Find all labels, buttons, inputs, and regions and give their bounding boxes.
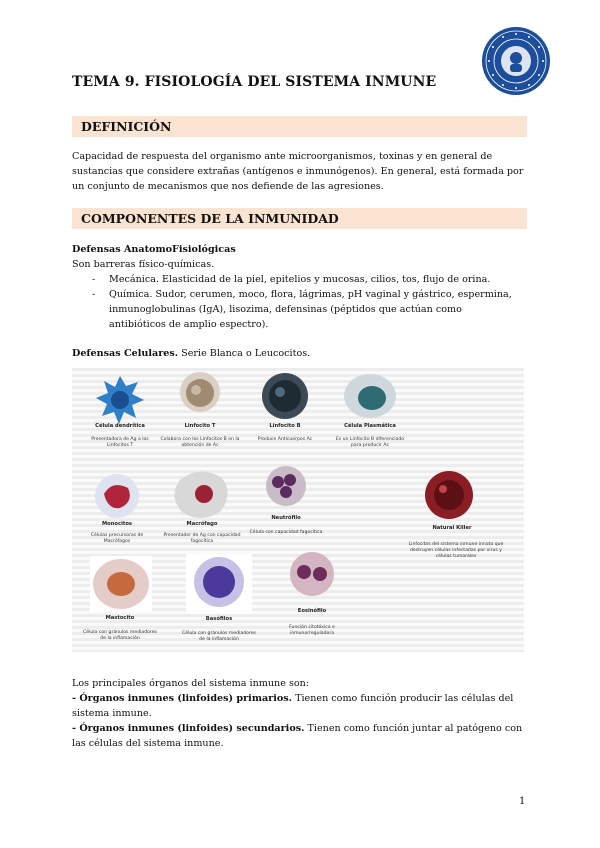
cell-description: Presentadora de Ag a los Linfocitos T bbox=[91, 437, 149, 448]
cell-label: Macrófago bbox=[186, 521, 218, 527]
organos-intro: Los principales órganos del sistema inmune son: bbox=[72, 678, 310, 689]
cell-description: Linfocitos del sistema inmune innato que destruyen células infectadas por virus y células tumorales bbox=[408, 542, 504, 559]
cell-description: Células precursoras de Macrófagos bbox=[90, 533, 144, 544]
cell-label: Célula Plasmática bbox=[344, 423, 396, 429]
eosinophil-image bbox=[290, 552, 334, 596]
b-lymphocyte-image bbox=[262, 373, 308, 419]
cell-label: Natural Killer bbox=[432, 525, 472, 531]
defensas-celulares-line bbox=[72, 346, 527, 361]
t-lymphocyte-image bbox=[180, 372, 220, 412]
cell-label: Célula dendrítica bbox=[95, 423, 145, 429]
mastocyte-image bbox=[90, 556, 152, 612]
organos-secundarios bbox=[72, 721, 527, 751]
cell-label: Linfocito T bbox=[184, 423, 216, 429]
section-title: DEFINICIÓN bbox=[81, 119, 172, 134]
cell-label: Monocitos bbox=[102, 521, 132, 527]
cell-description: Función citotóxica e inmunorreguladora bbox=[289, 625, 335, 636]
cell-description: Célula con capacidad fagocítica bbox=[249, 530, 323, 535]
cell-label: Eosinófilo bbox=[297, 608, 327, 614]
immune-cells-figure bbox=[72, 368, 524, 652]
cell-description: Célula con gránulos mediadores de la inflamación bbox=[182, 631, 256, 642]
basophil-image bbox=[186, 554, 252, 614]
monocyte-image bbox=[95, 474, 139, 518]
defensas-list bbox=[92, 272, 517, 332]
organos-primarios-text: Tienen como función producir las células del sistema inmune. bbox=[72, 693, 514, 719]
cell-description: Presentador de Ag con capacidad fagocítica bbox=[163, 533, 241, 544]
dendritic-cell-image bbox=[96, 376, 144, 424]
definicion-paragraph: Capacidad de respuesta del organismo ante microorganismos, toxinas y en general de sustancias que considere extrañas (antígenos e inmunógenos). En general, está formada por un conjunto de mecanismos que nos defiende de las agresiones. bbox=[72, 151, 524, 192]
university-seal-logo bbox=[481, 26, 551, 96]
organos-secundarios-heading: - Órganos inmunes (linfoides) secundarios. bbox=[72, 723, 305, 734]
defensas-celulares-heading: Defensas Celulares. bbox=[72, 348, 179, 359]
neutrophil-image bbox=[266, 466, 306, 506]
cell-label: Mastocito bbox=[105, 615, 135, 621]
defensas-anatomo-heading: Defensas AnatomoFisiológicas bbox=[72, 244, 236, 255]
organos-primarios-heading: - Órganos inmunes (linfoides) primarios. bbox=[72, 693, 293, 704]
defensas-celulares-text: Serie Blanca o Leucocitos. bbox=[178, 348, 311, 359]
organos-secundarios-text: Tienen como función juntar al patógeno con las células del sistema inmune. bbox=[72, 723, 523, 749]
section-header-componentes bbox=[72, 208, 527, 229]
page-title: TEMA 9. FISIOLOGÍA DEL SISTEMA INMUNE bbox=[72, 74, 437, 90]
cell-description: Es un Linfocito B diferenciado para producir Ac bbox=[335, 437, 405, 448]
cell-description: Colabora con los Linfocitos B en la obtención de Ac bbox=[160, 437, 240, 448]
defensas-anatomo-intro: Son barreras físico-químicas. bbox=[72, 259, 215, 270]
cell-label: Basófilos bbox=[205, 616, 233, 622]
section-title: COMPONENTES DE LA INMUNIDAD bbox=[81, 211, 339, 226]
list-item: - Química. Sudor, cerumen, moco, flora, lágrimas, pH vaginal y gástrico, espermina, inmunoglobulinas (IgA), lisozima, defensinas (péptidos que actúan como antibióticos de amplio espectro). bbox=[92, 287, 517, 332]
macrophage-image bbox=[174, 471, 227, 518]
section-header-definicion bbox=[72, 116, 527, 137]
cell-label: Linfocito B bbox=[269, 423, 301, 429]
organos-primarios bbox=[72, 691, 527, 721]
plasma-cell-image bbox=[344, 374, 396, 418]
natural-killer-image bbox=[425, 471, 473, 519]
cell-label: Neutrófilo bbox=[271, 515, 301, 521]
cell-description: Produce Anticuerpos Ac bbox=[257, 437, 313, 442]
page-number: 1 bbox=[519, 796, 526, 807]
cell-description: Célula con gránulos mediadores de la inflamación bbox=[83, 630, 157, 641]
list-item: - Mecánica. Elasticidad de la piel, epitelios y mucosas, cilios, tos, flujo de orina. bbox=[92, 272, 517, 287]
